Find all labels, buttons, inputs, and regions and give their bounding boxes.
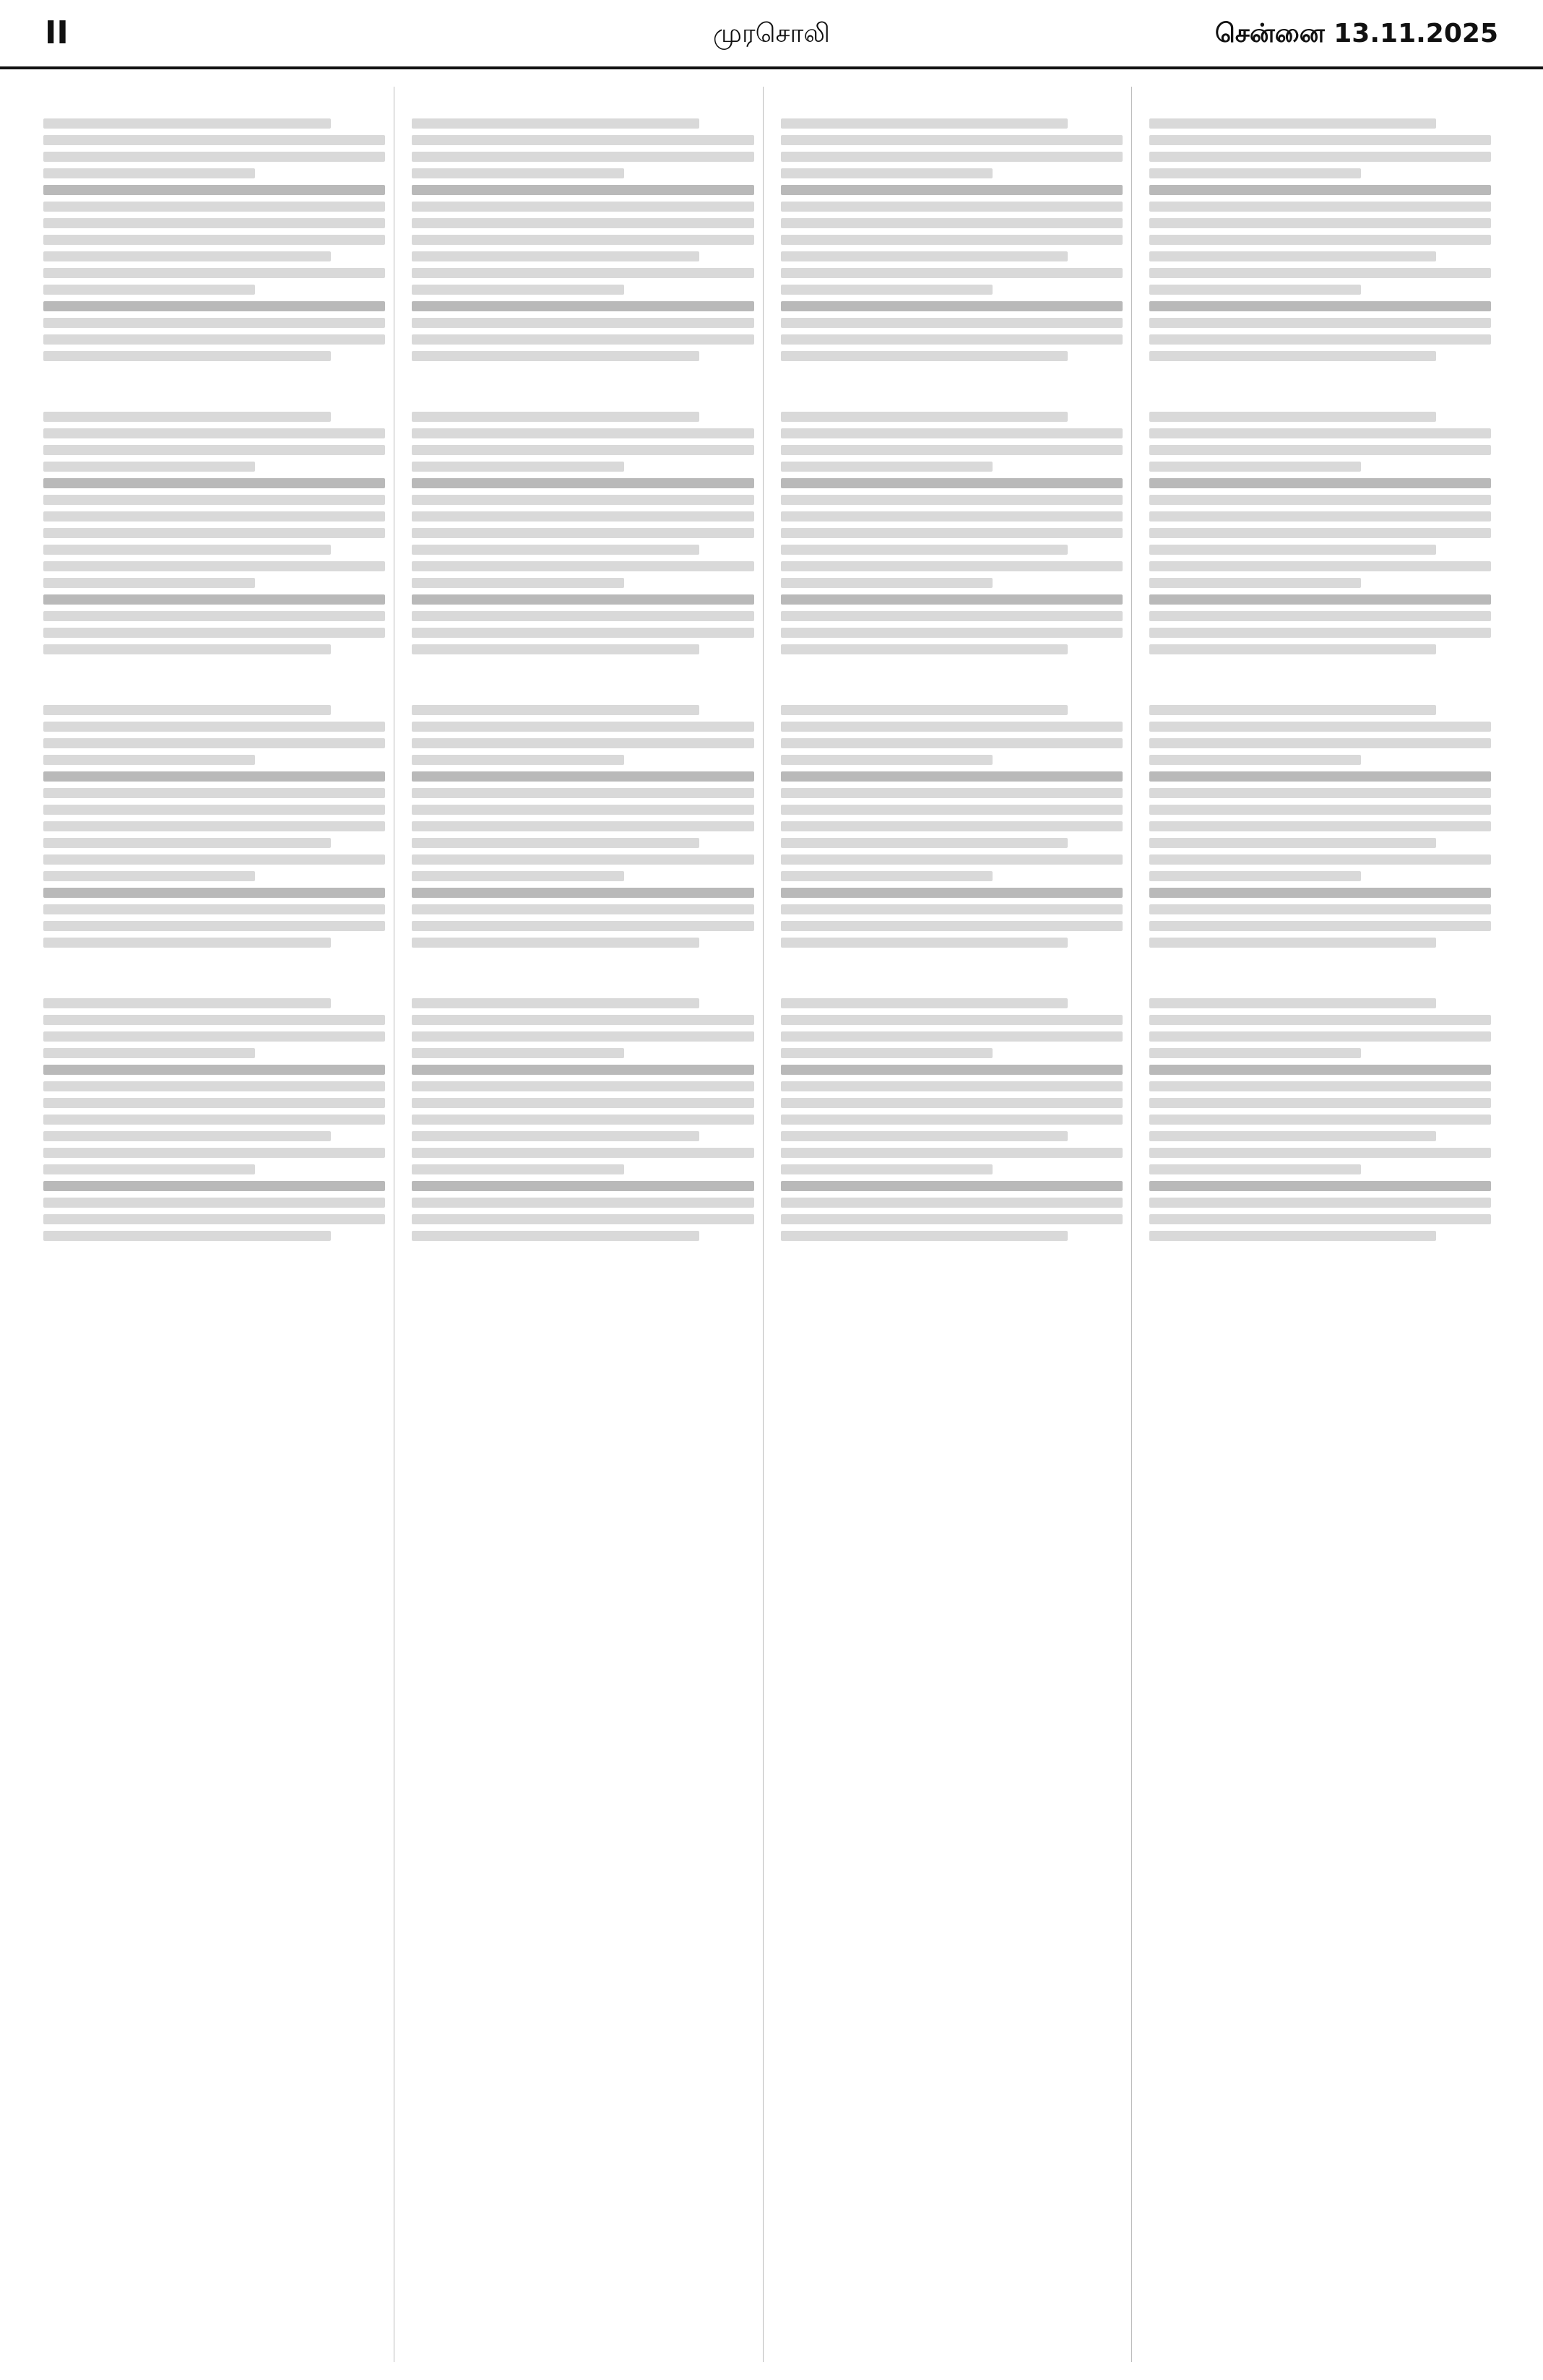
- branch-block: [781, 972, 1123, 1241]
- branch-block: [781, 386, 1123, 654]
- text-line-placeholder: [43, 251, 331, 261]
- text-line-placeholder: [781, 1081, 1123, 1091]
- text-line-placeholder: [781, 218, 1123, 228]
- text-line-placeholder: [43, 168, 255, 178]
- branch-title: [43, 972, 385, 991]
- text-line-placeholder: [1149, 1198, 1491, 1208]
- text-line-placeholder: [412, 545, 699, 555]
- text-line-placeholder: [412, 821, 753, 831]
- text-line-placeholder: [412, 805, 753, 815]
- text-line-placeholder: [43, 788, 385, 798]
- text-line-placeholder: [781, 135, 1123, 145]
- text-line-placeholder: [412, 611, 753, 621]
- text-line-placeholder: [412, 462, 623, 472]
- text-line-placeholder: [43, 478, 385, 488]
- text-line-placeholder: [1149, 788, 1491, 798]
- text-line-placeholder: [781, 561, 1123, 571]
- text-line-placeholder: [1149, 594, 1491, 605]
- text-line-placeholder: [781, 1048, 993, 1058]
- text-line-placeholder: [43, 185, 385, 195]
- text-line-placeholder: [1149, 611, 1491, 621]
- text-line-placeholder: [412, 268, 753, 278]
- text-line-placeholder: [1149, 1148, 1491, 1158]
- branch-block: [412, 679, 753, 948]
- text-line-placeholder: [412, 755, 623, 765]
- text-line-placeholder: [1149, 998, 1437, 1008]
- text-line-placeholder: [43, 268, 385, 278]
- text-line-placeholder: [412, 1015, 753, 1025]
- text-line-placeholder: [43, 511, 385, 522]
- branch-block: [43, 386, 385, 654]
- text-line-placeholder: [412, 705, 699, 715]
- text-line-placeholder: [781, 838, 1068, 848]
- text-line-placeholder: [781, 998, 1068, 1008]
- text-line-placeholder: [781, 705, 1068, 715]
- text-line-placeholder: [1149, 511, 1491, 522]
- text-line-placeholder: [412, 301, 753, 311]
- branch-title: [43, 679, 385, 698]
- text-line-placeholder: [43, 445, 385, 455]
- text-line-placeholder: [781, 285, 993, 295]
- text-line-placeholder: [43, 1115, 385, 1125]
- text-line-placeholder: [43, 854, 385, 865]
- text-line-placeholder: [781, 268, 1123, 278]
- text-line-placeholder: [412, 904, 753, 914]
- text-line-placeholder: [781, 722, 1123, 732]
- text-line-placeholder: [412, 838, 699, 848]
- text-line-placeholder: [1149, 462, 1361, 472]
- text-line-placeholder: [43, 1181, 385, 1191]
- text-line-placeholder: [781, 528, 1123, 538]
- text-line-placeholder: [43, 218, 385, 228]
- text-line-placeholder: [43, 1081, 385, 1091]
- text-line-placeholder: [412, 644, 699, 654]
- branch-block: [1149, 92, 1491, 361]
- text-line-placeholder: [43, 1015, 385, 1025]
- text-line-placeholder: [412, 1031, 753, 1042]
- text-line-placeholder: [43, 285, 255, 295]
- text-line-placeholder: [412, 528, 753, 538]
- text-line-placeholder: [412, 561, 753, 571]
- text-line-placeholder: [412, 318, 753, 328]
- text-line-placeholder: [1149, 251, 1437, 261]
- branch-title: [1149, 679, 1491, 698]
- text-line-placeholder: [1149, 578, 1361, 588]
- text-line-placeholder: [412, 218, 753, 228]
- text-line-placeholder: [43, 1148, 385, 1158]
- branch-title: [412, 92, 753, 111]
- text-line-placeholder: [43, 628, 385, 638]
- text-line-placeholder: [412, 771, 753, 782]
- text-line-placeholder: [781, 1198, 1123, 1208]
- text-line-placeholder: [1149, 628, 1491, 638]
- branch-title: [1149, 386, 1491, 404]
- masthead: [0, 0, 1543, 69]
- text-line-placeholder: [412, 135, 753, 145]
- text-line-placeholder: [43, 1065, 385, 1075]
- text-line-placeholder: [781, 412, 1068, 422]
- branch-block: [412, 972, 753, 1241]
- text-line-placeholder: [43, 738, 385, 748]
- text-line-placeholder: [781, 1015, 1123, 1025]
- text-line-placeholder: [781, 1098, 1123, 1108]
- text-line-placeholder: [1149, 185, 1491, 195]
- text-line-placeholder: [1149, 334, 1491, 345]
- text-line-placeholder: [781, 738, 1123, 748]
- text-line-placeholder: [43, 462, 255, 472]
- text-line-placeholder: [412, 235, 753, 245]
- text-line-placeholder: [1149, 1081, 1491, 1091]
- text-line-placeholder: [43, 1164, 255, 1174]
- text-line-placeholder: [781, 185, 1123, 195]
- text-line-placeholder: [1149, 755, 1361, 765]
- text-line-placeholder: [1149, 351, 1437, 361]
- text-line-placeholder: [1149, 135, 1491, 145]
- column-3: [781, 87, 1132, 2362]
- branch-title: [412, 972, 753, 991]
- text-line-placeholder: [412, 628, 753, 638]
- text-line-placeholder: [781, 805, 1123, 815]
- text-line-placeholder: [412, 938, 699, 948]
- text-line-placeholder: [781, 904, 1123, 914]
- text-line-placeholder: [43, 561, 385, 571]
- text-line-placeholder: [43, 1198, 385, 1208]
- text-line-placeholder: [412, 428, 753, 438]
- text-line-placeholder: [412, 351, 699, 361]
- text-line-placeholder: [781, 788, 1123, 798]
- text-line-placeholder: [781, 1231, 1068, 1241]
- text-line-placeholder: [781, 1131, 1068, 1141]
- text-line-placeholder: [412, 871, 623, 881]
- text-line-placeholder: [412, 334, 753, 345]
- text-line-placeholder: [412, 1148, 753, 1158]
- text-line-placeholder: [781, 938, 1068, 948]
- column-1: [43, 87, 394, 2362]
- text-line-placeholder: [1149, 938, 1437, 948]
- text-line-placeholder: [43, 1231, 331, 1241]
- text-line-placeholder: [43, 938, 331, 948]
- text-line-placeholder: [412, 1115, 753, 1125]
- text-line-placeholder: [412, 445, 753, 455]
- branch-title: [43, 92, 385, 111]
- text-line-placeholder: [1149, 495, 1491, 505]
- text-line-placeholder: [43, 1098, 385, 1108]
- text-line-placeholder: [43, 152, 385, 162]
- text-line-placeholder: [412, 202, 753, 212]
- text-line-placeholder: [781, 235, 1123, 245]
- text-line-placeholder: [781, 644, 1068, 654]
- column-4: [1149, 87, 1500, 2362]
- branch-block: [43, 92, 385, 361]
- text-line-placeholder: [1149, 871, 1361, 881]
- text-line-placeholder: [781, 821, 1123, 831]
- text-line-placeholder: [781, 152, 1123, 162]
- text-line-placeholder: [1149, 318, 1491, 328]
- branch-block: [781, 92, 1123, 361]
- text-line-placeholder: [43, 1031, 385, 1042]
- text-line-placeholder: [1149, 854, 1491, 865]
- text-line-placeholder: [43, 135, 385, 145]
- text-line-placeholder: [781, 445, 1123, 455]
- text-line-placeholder: [43, 334, 385, 345]
- text-line-placeholder: [781, 1164, 993, 1174]
- text-line-placeholder: [43, 412, 331, 422]
- text-line-placeholder: [1149, 1164, 1361, 1174]
- text-line-placeholder: [412, 285, 623, 295]
- text-line-placeholder: [1149, 1231, 1437, 1241]
- branch-block: [781, 679, 1123, 948]
- text-line-placeholder: [43, 528, 385, 538]
- text-line-placeholder: [43, 1131, 331, 1141]
- text-line-placeholder: [1149, 235, 1491, 245]
- text-line-placeholder: [412, 1131, 699, 1141]
- text-line-placeholder: [1149, 1015, 1491, 1025]
- text-line-placeholder: [1149, 268, 1491, 278]
- text-line-placeholder: [781, 545, 1068, 555]
- text-line-placeholder: [412, 152, 753, 162]
- text-line-placeholder: [1149, 118, 1437, 129]
- text-line-placeholder: [412, 1214, 753, 1224]
- text-line-placeholder: [781, 118, 1068, 129]
- branch-title: [781, 679, 1123, 698]
- text-line-placeholder: [412, 1181, 753, 1191]
- text-line-placeholder: [43, 301, 385, 311]
- text-line-placeholder: [43, 611, 385, 621]
- text-line-placeholder: [1149, 1065, 1491, 1075]
- text-line-placeholder: [1149, 1181, 1491, 1191]
- paper-name: முரசொலி: [713, 19, 830, 48]
- branch-block: [1149, 386, 1491, 654]
- text-line-placeholder: [781, 611, 1123, 621]
- text-line-placeholder: [43, 318, 385, 328]
- text-line-placeholder: [1149, 561, 1491, 571]
- text-line-placeholder: [1149, 771, 1491, 782]
- text-line-placeholder: [1149, 722, 1491, 732]
- text-line-placeholder: [1149, 838, 1437, 848]
- text-line-placeholder: [781, 202, 1123, 212]
- text-line-placeholder: [781, 871, 993, 881]
- text-line-placeholder: [1149, 218, 1491, 228]
- text-line-placeholder: [781, 351, 1068, 361]
- text-line-placeholder: [1149, 1131, 1437, 1141]
- text-line-placeholder: [412, 1198, 753, 1208]
- text-line-placeholder: [781, 921, 1123, 931]
- branch-title: [781, 386, 1123, 404]
- text-line-placeholder: [1149, 738, 1491, 748]
- text-line-placeholder: [412, 185, 753, 195]
- text-line-placeholder: [412, 722, 753, 732]
- text-line-placeholder: [43, 235, 385, 245]
- text-line-placeholder: [412, 578, 623, 588]
- text-line-placeholder: [412, 854, 753, 865]
- text-line-placeholder: [1149, 1031, 1491, 1042]
- text-line-placeholder: [43, 838, 331, 848]
- branch-block: [1149, 972, 1491, 1241]
- branch-title: [781, 972, 1123, 991]
- branch-block: [412, 92, 753, 361]
- text-line-placeholder: [412, 511, 753, 522]
- text-line-placeholder: [412, 168, 623, 178]
- text-line-placeholder: [43, 921, 385, 931]
- text-line-placeholder: [412, 251, 699, 261]
- text-line-placeholder: [43, 998, 331, 1008]
- text-line-placeholder: [781, 594, 1123, 605]
- text-line-placeholder: [1149, 921, 1491, 931]
- text-line-placeholder: [412, 495, 753, 505]
- text-line-placeholder: [43, 1214, 385, 1224]
- text-line-placeholder: [412, 1164, 623, 1174]
- text-line-placeholder: [43, 755, 255, 765]
- text-line-placeholder: [1149, 152, 1491, 162]
- text-line-placeholder: [43, 594, 385, 605]
- text-line-placeholder: [781, 478, 1123, 488]
- branch-block: [43, 679, 385, 948]
- text-line-placeholder: [1149, 301, 1491, 311]
- text-line-placeholder: [43, 351, 331, 361]
- text-line-placeholder: [43, 495, 385, 505]
- text-line-placeholder: [781, 1181, 1123, 1191]
- text-line-placeholder: [781, 495, 1123, 505]
- text-line-placeholder: [781, 1031, 1123, 1042]
- page-number: II: [45, 14, 69, 51]
- text-line-placeholder: [412, 478, 753, 488]
- text-line-placeholder: [1149, 1098, 1491, 1108]
- text-line-placeholder: [781, 251, 1068, 261]
- text-line-placeholder: [43, 722, 385, 732]
- text-line-placeholder: [412, 788, 753, 798]
- text-line-placeholder: [412, 738, 753, 748]
- text-line-placeholder: [412, 888, 753, 898]
- branch-title: [1149, 972, 1491, 991]
- text-line-placeholder: [1149, 428, 1491, 438]
- text-line-placeholder: [1149, 445, 1491, 455]
- text-line-placeholder: [43, 202, 385, 212]
- text-line-placeholder: [412, 118, 699, 129]
- text-line-placeholder: [412, 921, 753, 931]
- text-line-placeholder: [43, 888, 385, 898]
- text-line-placeholder: [1149, 202, 1491, 212]
- text-line-placeholder: [781, 1115, 1123, 1125]
- text-line-placeholder: [1149, 1214, 1491, 1224]
- text-line-placeholder: [1149, 545, 1437, 555]
- text-line-placeholder: [412, 1081, 753, 1091]
- text-line-placeholder: [412, 1098, 753, 1108]
- text-line-placeholder: [1149, 1115, 1491, 1125]
- text-line-placeholder: [43, 771, 385, 782]
- text-line-placeholder: [781, 888, 1123, 898]
- text-line-placeholder: [1149, 705, 1437, 715]
- branch-block: [412, 386, 753, 654]
- text-line-placeholder: [781, 462, 993, 472]
- text-line-placeholder: [781, 771, 1123, 782]
- text-line-placeholder: [412, 594, 753, 605]
- text-line-placeholder: [781, 578, 993, 588]
- text-line-placeholder: [412, 1065, 753, 1075]
- text-line-placeholder: [781, 1065, 1123, 1075]
- text-line-placeholder: [1149, 528, 1491, 538]
- text-line-placeholder: [781, 628, 1123, 638]
- text-line-placeholder: [1149, 285, 1361, 295]
- text-line-placeholder: [781, 428, 1123, 438]
- text-line-placeholder: [1149, 478, 1491, 488]
- text-line-placeholder: [43, 871, 255, 881]
- text-line-placeholder: [1149, 904, 1491, 914]
- branch-title: [412, 386, 753, 404]
- text-line-placeholder: [1149, 1048, 1361, 1058]
- text-line-placeholder: [43, 705, 331, 715]
- text-line-placeholder: [1149, 412, 1437, 422]
- text-line-placeholder: [412, 1048, 623, 1058]
- text-line-placeholder: [781, 1148, 1123, 1158]
- text-line-placeholder: [43, 428, 385, 438]
- text-line-placeholder: [1149, 821, 1491, 831]
- text-line-placeholder: [43, 821, 385, 831]
- branch-block: [1149, 679, 1491, 948]
- text-line-placeholder: [1149, 168, 1361, 178]
- text-line-placeholder: [781, 334, 1123, 345]
- text-line-placeholder: [43, 1048, 255, 1058]
- text-line-placeholder: [43, 904, 385, 914]
- text-line-placeholder: [781, 318, 1123, 328]
- text-line-placeholder: [781, 511, 1123, 522]
- text-line-placeholder: [1149, 805, 1491, 815]
- text-line-placeholder: [781, 1214, 1123, 1224]
- text-line-placeholder: [412, 1231, 699, 1241]
- branch-block: [43, 972, 385, 1241]
- city-date: சென்னை 13.11.2025: [1214, 19, 1498, 48]
- text-line-placeholder: [43, 644, 331, 654]
- text-line-placeholder: [43, 805, 385, 815]
- article-columns: [43, 87, 1500, 2362]
- branch-title: [412, 679, 753, 698]
- text-line-placeholder: [412, 412, 699, 422]
- text-line-placeholder: [1149, 888, 1491, 898]
- column-2: [412, 87, 763, 2362]
- text-line-placeholder: [781, 168, 993, 178]
- text-line-placeholder: [43, 578, 255, 588]
- branch-title: [43, 386, 385, 404]
- text-line-placeholder: [412, 998, 699, 1008]
- text-line-placeholder: [781, 301, 1123, 311]
- text-line-placeholder: [781, 755, 993, 765]
- text-line-placeholder: [1149, 644, 1437, 654]
- text-line-placeholder: [43, 118, 331, 129]
- branch-title: [781, 92, 1123, 111]
- text-line-placeholder: [781, 854, 1123, 865]
- text-line-placeholder: [43, 545, 331, 555]
- branch-title: [1149, 92, 1491, 111]
